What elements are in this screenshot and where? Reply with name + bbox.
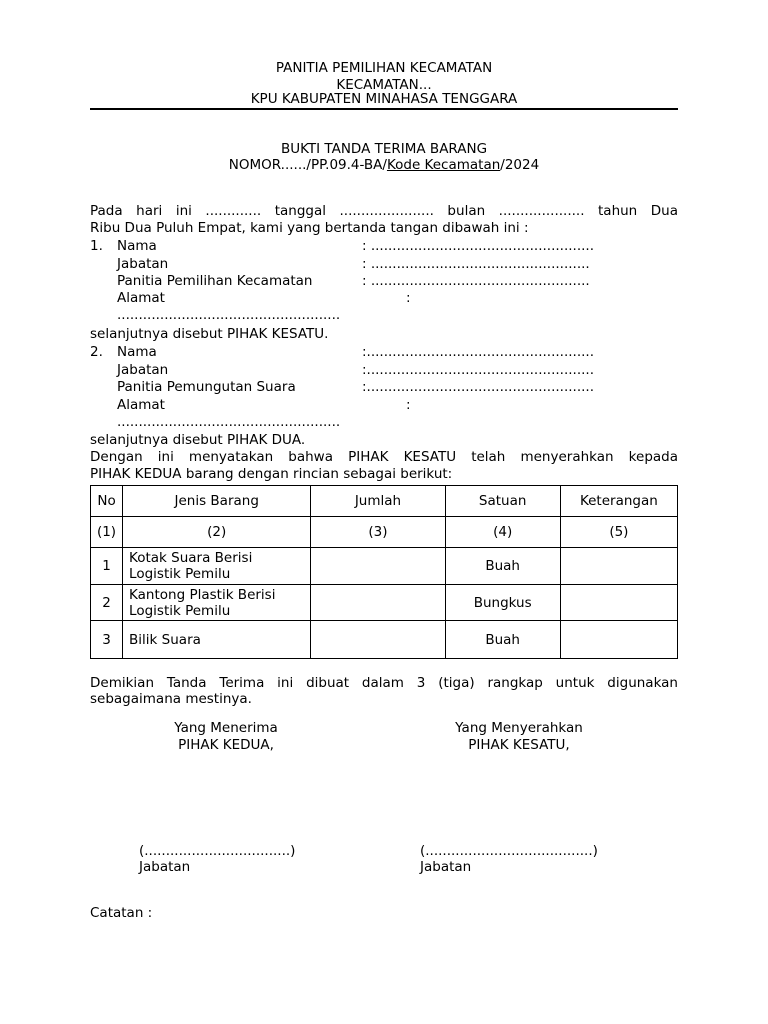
closing-line-2: sebagaimana mestinya.	[90, 691, 252, 707]
nomor-prefix: NOMOR....../PP.09.4-BA/	[228, 157, 387, 173]
header-jenis-barang: Jenis Barang	[123, 486, 311, 517]
statement-line-1: Dengan ini menyatakan bahwa PIHAK KESATU telah menyerahkan kepada	[90, 449, 678, 465]
numbering-5: (5)	[560, 517, 677, 548]
party2-value-nama: :.....................................................	[362, 344, 594, 360]
party2-label-jabatan: Jabatan	[117, 362, 169, 378]
statement-line-2: PIHAK KEDUA barang dengan rincian sebagai berikut:	[90, 466, 453, 482]
items-table	[90, 485, 678, 659]
row-satuan: Buah	[445, 621, 560, 659]
party1-label-jabatan: Jabatan	[117, 256, 169, 272]
intro-line-2: Ribu Dua Puluh Empat, kami yang bertanda tangan dibawah ini :	[90, 220, 529, 236]
row-no: 1	[91, 548, 123, 585]
header-no: No	[91, 486, 123, 517]
row-jumlah	[311, 621, 445, 659]
row-keterangan	[560, 585, 677, 621]
party2-value-alamat: :	[406, 397, 411, 413]
party1-value-nama: : ....................................................	[362, 238, 594, 254]
header-jumlah: Jumlah	[311, 486, 445, 517]
signature-right-party: PIHAK KESATU,	[468, 737, 570, 753]
row-keterangan	[560, 548, 677, 585]
row-item	[123, 585, 311, 621]
header-district: KECAMATAN...	[336, 77, 432, 93]
row-keterangan	[560, 621, 677, 659]
party1-label-alamat: Alamat	[117, 290, 165, 306]
party2-label-panitia: Panitia Pemungutan Suara	[117, 379, 296, 395]
signature-left-party: PIHAK KEDUA,	[178, 737, 274, 753]
party2-label-alamat: Alamat	[117, 397, 165, 413]
party2-closing: selanjutnya disebut PIHAK DUA.	[90, 432, 306, 448]
row-satuan: Buah	[445, 548, 560, 585]
row-jumlah	[311, 585, 445, 621]
closing-line-1: Demikian Tanda Terima ini dibuat dalam 3 (tiga) rangkap untuk digunakan	[90, 675, 678, 691]
numbering-2: (2)	[123, 517, 311, 548]
header-kpu: KPU KABUPATEN MINAHASA TENGGARA	[250, 91, 518, 107]
party2-value-jabatan: :.....................................................	[362, 362, 594, 378]
row-no: 2	[91, 585, 123, 621]
document-number	[0, 156, 768, 174]
party1-value-panitia: : ...................................................	[362, 273, 590, 289]
numbering-4: (4)	[445, 517, 560, 548]
header-keterangan: Keterangan	[560, 486, 677, 517]
row-satuan: Bungkus	[445, 585, 560, 621]
row-item	[123, 548, 311, 585]
table-row	[91, 621, 678, 659]
party1-number: 1.	[90, 238, 103, 254]
header-divider	[90, 108, 678, 110]
party2-number: 2.	[90, 344, 103, 360]
party1-value-jabatan: : ...................................................	[362, 256, 590, 272]
party2-value-panitia: :.....................................................	[362, 379, 594, 395]
table-numbering-row	[91, 517, 678, 548]
catatan-label: Catatan :	[90, 905, 153, 921]
row-item-line: Kantong Plastik Berisi	[129, 586, 276, 603]
document-title: BUKTI TANDA TERIMA BARANG	[280, 141, 488, 157]
header-committee: PANITIA PEMILIHAN KECAMATAN	[275, 60, 493, 76]
party1-label-panitia: Panitia Pemilihan Kecamatan	[117, 273, 313, 289]
signature-left-name: (..................................)	[139, 843, 296, 859]
row-item-line: Bilik Suara	[129, 631, 201, 648]
table-row	[91, 548, 678, 585]
signature-right-name: (.......................................)	[420, 843, 598, 859]
party2-label-nama: Nama	[117, 344, 157, 360]
nomor-kode-kecamatan: Kode Kecamatan	[386, 157, 501, 173]
party2-alamat-continuation: ....................................................	[117, 414, 341, 430]
table-header-row	[91, 486, 678, 517]
party1-label-nama: Nama	[117, 238, 157, 254]
signature-right-position: Jabatan	[420, 859, 472, 875]
header-satuan: Satuan	[445, 486, 560, 517]
table-row	[91, 585, 678, 621]
row-jumlah	[311, 548, 445, 585]
party1-value-alamat: :	[406, 290, 411, 306]
numbering-3: (3)	[311, 517, 445, 548]
row-item-line: Logistik Pemilu	[129, 602, 231, 619]
party1-closing: selanjutnya disebut PIHAK KESATU.	[90, 326, 329, 342]
nomor-suffix: /2024	[500, 157, 540, 173]
intro-line-1: Pada hari ini ............. tanggal ...................... bulan .................... tahun Dua	[90, 203, 678, 219]
row-item-line: Logistik Pemilu	[129, 566, 231, 582]
row-no: 3	[91, 621, 123, 659]
row-item-line: Kotak Suara Berisi	[129, 550, 253, 566]
signature-left-role: Yang Menerima	[174, 720, 278, 736]
numbering-1: (1)	[91, 517, 123, 548]
party1-alamat-continuation: ....................................................	[117, 307, 341, 323]
row-item	[123, 621, 311, 659]
signature-left-position: Jabatan	[139, 859, 191, 875]
signature-right-role: Yang Menyerahkan	[455, 720, 583, 736]
